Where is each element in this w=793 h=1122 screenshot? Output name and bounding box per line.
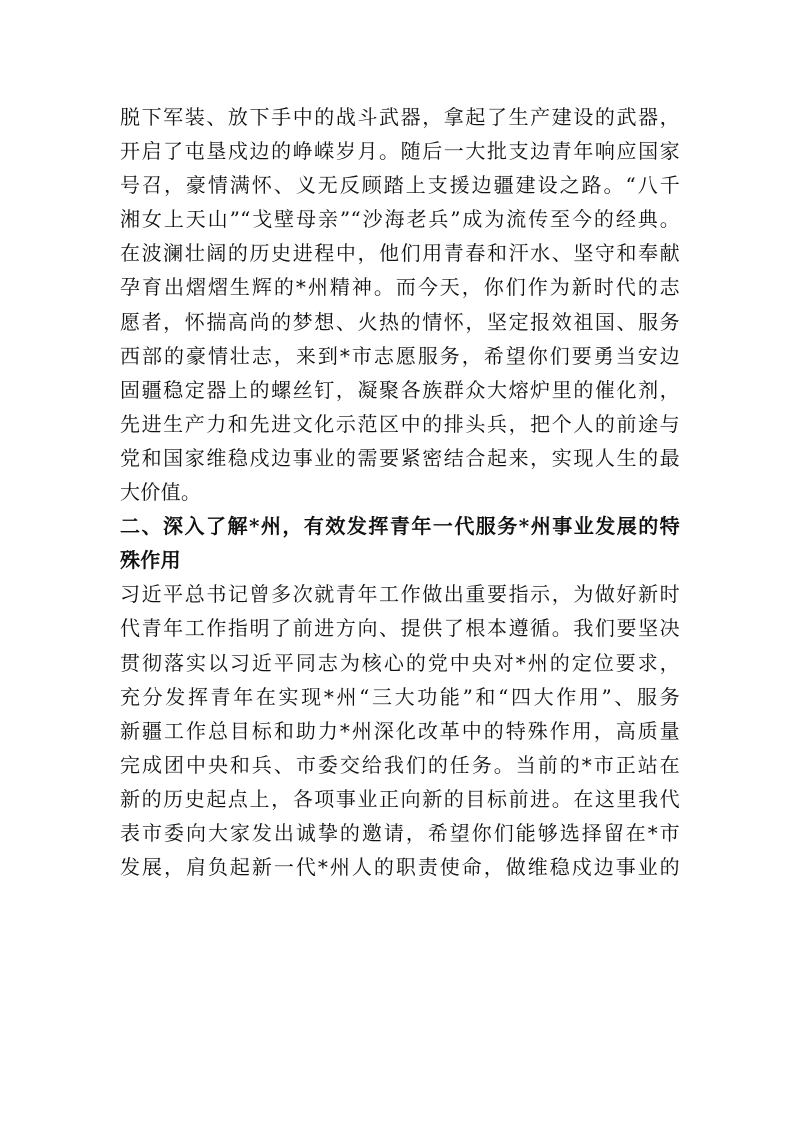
text-line: 脱下军装、放下手中的战斗武器，拿起了生产建设的武器， bbox=[120, 105, 680, 129]
text-line: 习近平总书记曾多次就青年工作做出重要指示，为做好新时 bbox=[120, 582, 680, 607]
text-line: 愿者，怀揣高尚的梦想、火热的情怀，坚定报效祖国、服务 bbox=[120, 309, 680, 334]
text-line: 西部的豪情壮志，来到*市志愿服务，希望你们要勇当安边 bbox=[120, 343, 680, 368]
text-line: 表市委向大家发出诚挚的邀请，希望你们能够选择留在*市 bbox=[120, 820, 680, 845]
document-body bbox=[120, 100, 680, 884]
text-line: 大价值。 bbox=[120, 480, 202, 505]
text-line: 新疆工作总目标和助力*州深化改革中的特殊作用，高质量 bbox=[120, 718, 680, 743]
section-heading-2 bbox=[120, 509, 680, 577]
text-line: 号召，豪情满怀、义无反顾踏上支援边疆建设之路。“八千 bbox=[120, 173, 680, 198]
paragraph-2 bbox=[120, 577, 680, 884]
paragraph-1 bbox=[120, 100, 680, 509]
text-line: 充分发挥青年在实现*州“三大功能”和“四大作用”、服务 bbox=[120, 684, 680, 709]
heading-line: 殊作用 bbox=[120, 548, 181, 573]
text-line: 孕育出熠熠生辉的*州精神。而今天，你们作为新时代的志 bbox=[120, 275, 680, 300]
text-line: 贯彻落实以习近平同志为核心的党中央对*州的定位要求， bbox=[120, 650, 680, 675]
text-line: 固疆稳定器上的螺丝钉，凝聚各族群众大熔炉里的催化剂， bbox=[120, 377, 680, 402]
text-line: 党和国家维稳戍边事业的需要紧密结合起来，实现人生的最 bbox=[120, 445, 680, 470]
text-line: 完成团中央和兵、市委交给我们的任务。当前的*市正站在 bbox=[120, 752, 680, 777]
text-line: 代青年工作指明了前进方向、提供了根本遵循。我们要坚决 bbox=[120, 616, 680, 641]
text-line: 发展，肩负起新一代*州人的职责使命，做维稳戍边事业的 bbox=[120, 855, 680, 880]
text-line: 新的历史起点上，各项事业正向新的目标前进。在这里我代 bbox=[120, 786, 680, 811]
text-line: 在波澜壮阔的历史进程中，他们用青春和汗水、坚守和奉献 bbox=[120, 241, 680, 266]
text-line: 先进生产力和先进文化示范区中的排头兵，把个人的前途与 bbox=[120, 411, 680, 436]
heading-line: 二、深入了解*州，有效发挥青年一代服务*州事业发展的特 bbox=[120, 514, 680, 539]
text-line: 开启了屯垦戍边的峥嵘岁月。随后一大批支边青年响应国家 bbox=[120, 139, 680, 164]
text-line: 湘女上天山”“戈壁母亲”“沙海老兵”成为流传至今的经典。 bbox=[120, 207, 680, 232]
